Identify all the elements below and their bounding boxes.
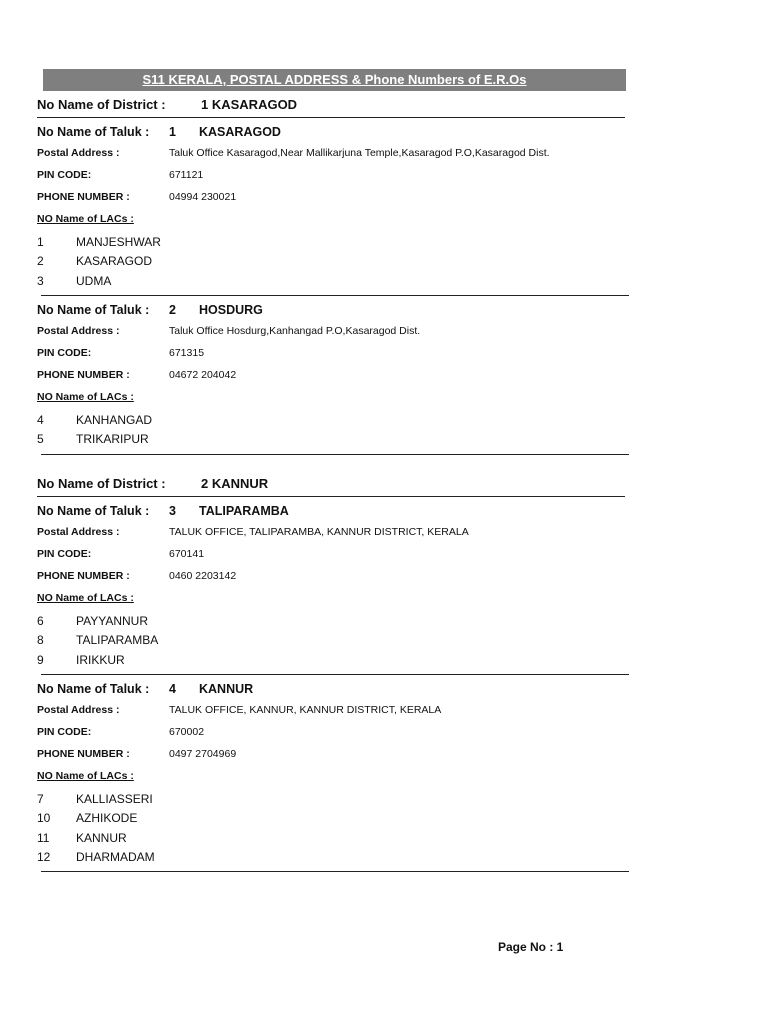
- lac-name: MANJESHWAR: [76, 235, 161, 249]
- lac-number: 9: [37, 652, 44, 667]
- lac-name: KALLIASSERI: [76, 791, 153, 806]
- phone-number-value: 04672 204042: [169, 368, 237, 381]
- section-divider: [41, 674, 629, 675]
- taluk-number: 4: [169, 681, 176, 696]
- lac-number: 8: [37, 633, 44, 648]
- lac-name: AZHIKODE: [76, 811, 138, 826]
- postal-address-label: Postal Address :: [37, 526, 120, 538]
- lacs-heading: NO Name of LACs :: [37, 592, 134, 604]
- lac-number: 4: [37, 412, 44, 427]
- district-underline: [37, 117, 625, 118]
- pin-code-label: PIN CODE:: [37, 169, 92, 181]
- lac-number: 1: [37, 235, 44, 249]
- taluk-label: No Name of Taluk :: [37, 302, 150, 317]
- lac-name: KASARAGOD: [76, 254, 153, 269]
- lacs-heading: NO Name of LACs :: [37, 769, 134, 782]
- pin-code-label: PIN CODE:: [37, 346, 92, 359]
- lac-name: KANHANGAD: [76, 412, 153, 427]
- postal-address-value: Taluk Office Hosdurg,Kanhangad P.O,Kasaragod Dist.: [169, 324, 421, 337]
- lac-number: 6: [37, 614, 44, 628]
- lac-number: 12: [37, 849, 51, 864]
- lac-name: TRIKARIPUR: [76, 432, 149, 447]
- section-divider: [41, 871, 629, 872]
- phone-number-label: PHONE NUMBER :: [37, 747, 130, 760]
- lac-number: 5: [37, 432, 44, 447]
- lacs-heading: NO Name of LACs :: [37, 213, 134, 225]
- phone-number-label: PHONE NUMBER :: [37, 368, 130, 381]
- taluk-number: 2: [169, 302, 176, 317]
- phone-number-label: PHONE NUMBER :: [37, 191, 130, 203]
- taluk-name: HOSDURG: [199, 302, 263, 317]
- lac-number: 7: [37, 791, 44, 806]
- phone-number-value: 04994 230021: [169, 191, 237, 203]
- taluk-name: KANNUR: [199, 681, 254, 696]
- taluk-name: TALIPARAMBA: [199, 504, 289, 518]
- phone-number-value: 0460 2203142: [169, 570, 237, 582]
- postal-address-label: Postal Address :: [37, 703, 120, 716]
- lac-number: 11: [37, 830, 50, 845]
- lacs-heading: NO Name of LACs :: [37, 390, 134, 403]
- taluk-label: No Name of Taluk :: [37, 125, 150, 139]
- phone-number-value: 0497 2704969: [169, 747, 237, 760]
- page-number: Page No : 1: [498, 940, 564, 954]
- postal-address-label: Postal Address :: [37, 147, 120, 159]
- pin-code-label: PIN CODE:: [37, 725, 92, 738]
- taluk-label: No Name of Taluk :: [37, 504, 150, 518]
- taluk-label: No Name of Taluk :: [37, 681, 150, 696]
- taluk-name: KASARAGOD: [199, 125, 281, 139]
- lac-name: KANNUR: [76, 830, 127, 845]
- district-name: 1 KASARAGOD: [201, 97, 298, 112]
- lac-name: IRIKKUR: [76, 652, 125, 667]
- pin-code-value: 670141: [169, 548, 205, 560]
- lac-number: 10: [37, 811, 51, 826]
- pin-code-value: 671121: [169, 169, 204, 181]
- district-underline: [37, 496, 625, 497]
- lac-number: 3: [37, 273, 44, 288]
- postal-address-value: TALUK OFFICE, KANNUR, KANNUR DISTRICT, KERALA: [169, 703, 442, 716]
- taluk-number: 1: [169, 125, 176, 139]
- lac-name: UDMA: [76, 273, 112, 288]
- pin-code-label: PIN CODE:: [37, 548, 92, 560]
- pin-code-value: 671315: [169, 346, 205, 359]
- postal-address-value: TALUK OFFICE, TALIPARAMBA, KANNUR DISTRICT, KERALA: [169, 526, 469, 538]
- taluk-number: 3: [169, 504, 176, 518]
- lac-name: PAYYANNUR: [76, 614, 149, 628]
- lac-name: TALIPARAMBA: [76, 633, 159, 648]
- postal-address-label: Postal Address :: [37, 324, 120, 337]
- district-name: 2 KANNUR: [201, 476, 269, 491]
- page-title: S11 KERALA, POSTAL ADDRESS & Phone Numbers of E.R.Os: [43, 69, 626, 91]
- district-label: No Name of District :: [37, 97, 166, 112]
- postal-address-value: Taluk Office Kasaragod,Near Mallikarjuna Temple,Kasaragod P.O,Kasaragod Dist.: [169, 147, 550, 159]
- lac-number: 2: [37, 254, 44, 269]
- phone-number-label: PHONE NUMBER :: [37, 570, 130, 582]
- pin-code-value: 670002: [169, 725, 205, 738]
- lac-name: DHARMADAM: [76, 849, 155, 864]
- district-label: No Name of District :: [37, 476, 166, 491]
- section-divider: [41, 295, 629, 296]
- section-divider: [41, 454, 629, 455]
